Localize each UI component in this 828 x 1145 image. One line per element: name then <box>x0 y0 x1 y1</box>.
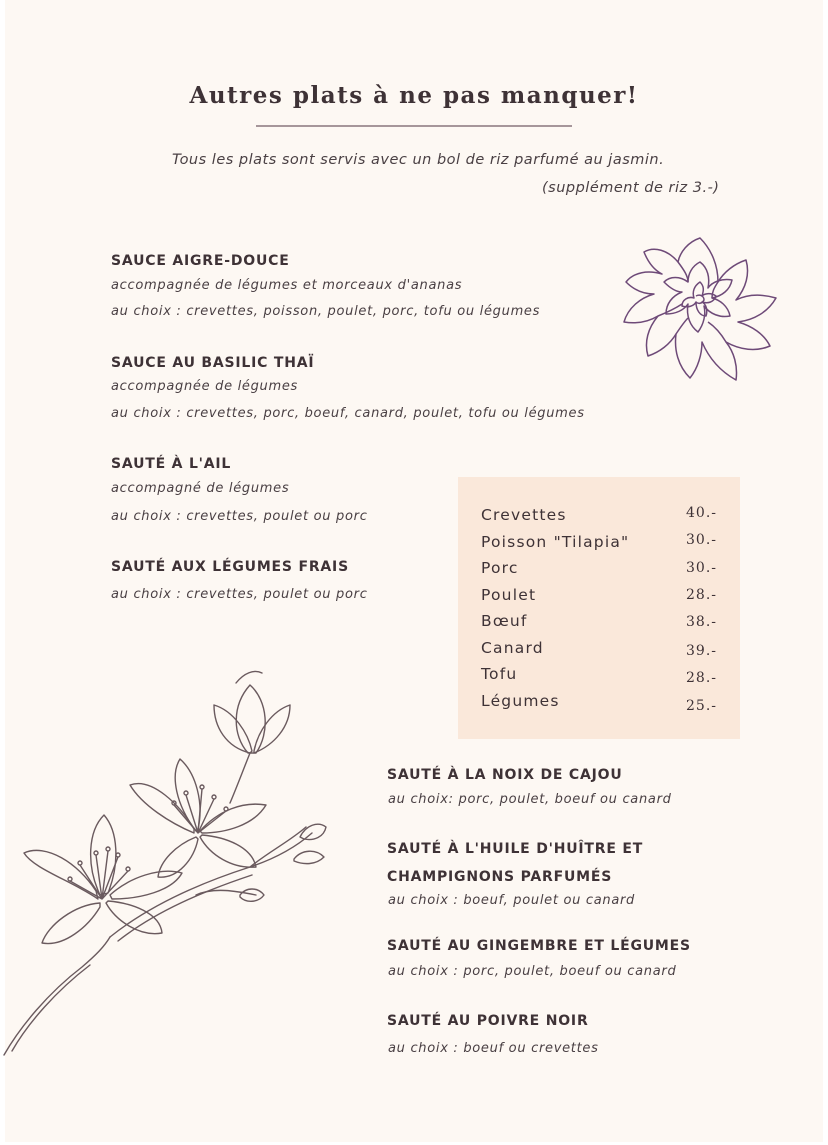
price-item: Porc <box>481 559 519 577</box>
price-value: 30.- <box>686 532 717 548</box>
price-item: Poisson "Tilapia" <box>481 533 630 551</box>
dish-name: SAUTÉ À L'HUILE D'HUÎTRE ET <box>387 841 644 857</box>
price-item: Canard <box>481 639 544 657</box>
dish-choice: au choix : boeuf, poulet ou canard <box>388 893 636 908</box>
price-item: Légumes <box>481 692 560 710</box>
dish-description: accompagnée de légumes et morceaux d'ananas <box>111 278 463 293</box>
price-value: 38.- <box>686 614 717 630</box>
price-item: Tofu <box>481 665 518 683</box>
dish-choice: au choix : boeuf ou crevettes <box>388 1041 599 1056</box>
dish-choice: au choix : crevettes, poulet ou porc <box>111 587 368 602</box>
price-value: 28.- <box>686 670 717 686</box>
price-item: Poulet <box>481 586 537 604</box>
price-item: Bœuf <box>481 612 528 630</box>
dish-name: SAUTÉ AUX LÉGUMES FRAIS <box>111 559 349 575</box>
dish-name: SAUTÉ À L'AIL <box>111 456 232 472</box>
price-value: 39.- <box>686 643 717 659</box>
dish-description: accompagné de légumes <box>111 481 290 496</box>
price-value: 40.- <box>686 505 717 521</box>
dish-name: SAUCE AIGRE-DOUCE <box>111 253 290 269</box>
dish-description: accompagnée de légumes <box>111 379 299 394</box>
intro-rice-note: Tous les plats sont servis avec un bol de riz parfumé au jasmin. <box>172 152 665 168</box>
dish-name: SAUTÉ AU GINGEMBRE ET LÉGUMES <box>387 938 691 954</box>
intro-rice-supplement: (supplément de riz 3.-) <box>542 180 720 196</box>
price-value: 25.- <box>686 698 717 714</box>
dish-choice: au choix : porc, poulet, boeuf ou canard <box>388 964 677 979</box>
dish-name: SAUTÉ À LA NOIX DE CAJOU <box>387 767 623 783</box>
dish-choice: au choix : crevettes, poulet ou porc <box>111 509 368 524</box>
price-value: 30.- <box>686 560 717 576</box>
dish-name: CHAMPIGNONS PARFUMÉS <box>387 869 613 885</box>
rose-illustration <box>618 232 782 400</box>
dish-name: SAUCE AU BASILIC THAÏ <box>111 355 315 371</box>
dish-choice: au choix: porc, poulet, boeuf ou canard <box>388 792 672 807</box>
price-item: Crevettes <box>481 506 567 524</box>
dish-choice: au choix : crevettes, porc, boeuf, canard, poulet, tofu ou légumes <box>111 406 585 421</box>
dish-name: SAUTÉ AU POIVRE NOIR <box>387 1013 589 1029</box>
page-title: Autres plats à ne pas manquer! <box>189 82 639 109</box>
blossom-branch-illustration <box>0 655 330 1065</box>
dish-choice: au choix : crevettes, poisson, poulet, porc, tofu ou légumes <box>111 304 541 319</box>
title-divider <box>256 125 572 127</box>
price-value: 28.- <box>686 587 717 603</box>
